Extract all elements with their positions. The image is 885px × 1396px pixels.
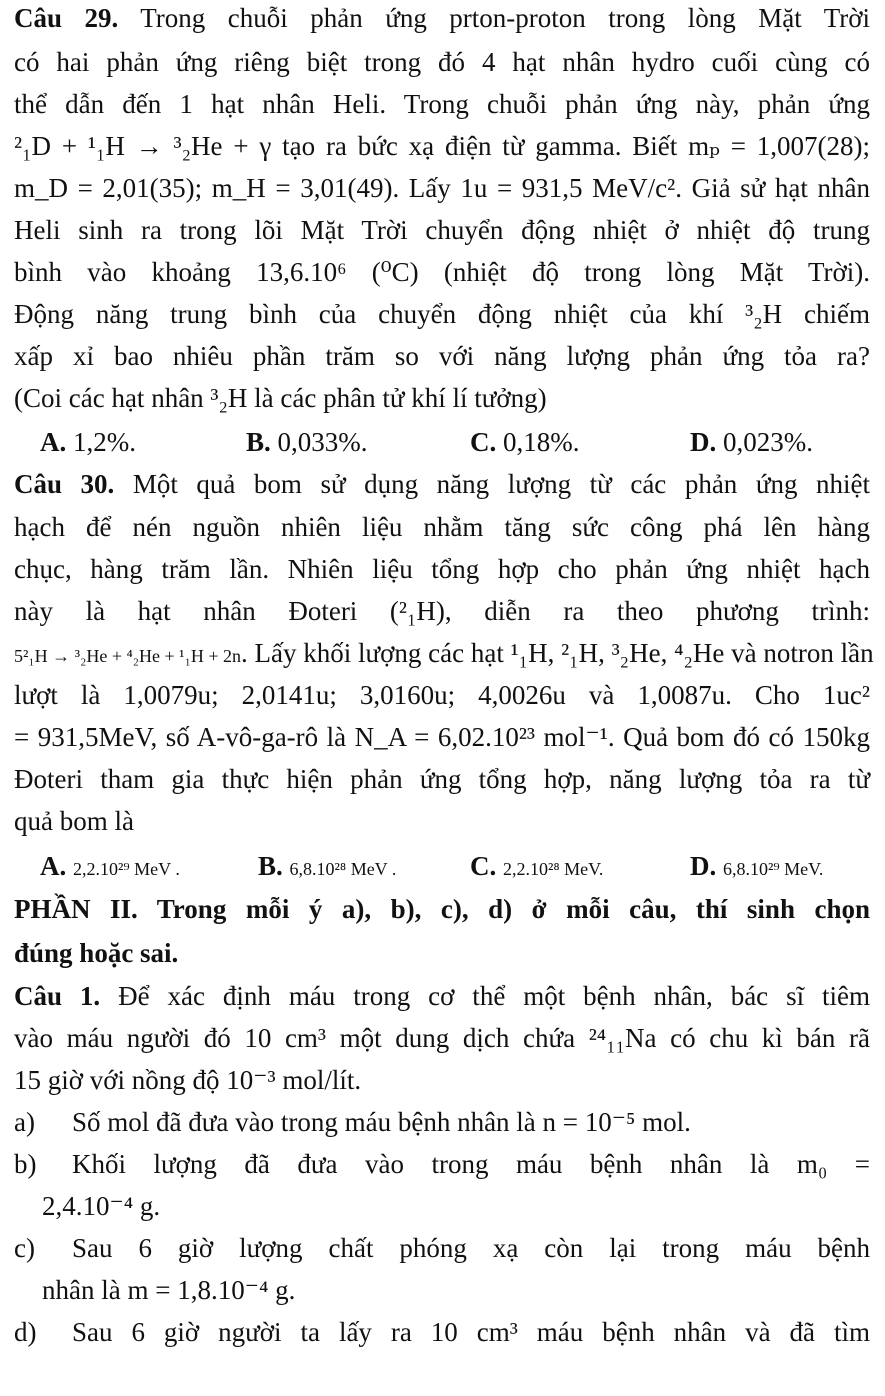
q29-option-c[interactable]: C. 0,18%. xyxy=(470,427,580,457)
q1-item-c-cont: nhân là m = 1,8.10⁻⁴ g. xyxy=(42,1275,296,1305)
q29-line-4: ²₁D + ¹₁H → ³₂He + γ tạo ra bức xạ điện từ gamma. Biết mₚ = 1,007(28); xyxy=(14,131,870,161)
q29-line-5: m_D = 2,01(35); m_H = 3,01(49). Lấy 1u = 931,5 MeV/c². Giả sử hạt nhân xyxy=(14,173,870,203)
q1-line-1: Câu 1. Để xác định máu trong cơ thể một bệnh nhân, bác sĩ tiêm xyxy=(14,981,870,1011)
q30-reaction-equation: 5²₁H → ³₂He + ⁴₂He + ¹₁H + 2n xyxy=(14,646,241,666)
q29-line-3: thể dẫn đến 1 hạt nhân Heli. Trong chuỗi phản ứng này, phản ứng xyxy=(14,89,870,119)
q30-option-c[interactable]: C. 2,2.10²⁸ MeV. xyxy=(470,851,604,881)
q30-line-4: này là hạt nhân Đoteri (²₁H), diễn ra theo phương trình: xyxy=(14,596,870,626)
q1-item-b-cont: 2,4.10⁻⁴ g. xyxy=(42,1191,161,1221)
q30-option-b[interactable]: B. 6,8.10²⁸ MeV . xyxy=(258,851,397,881)
q29-line-10: (Coi các hạt nhân ³₂H là các phân tử khí lí tưởng) xyxy=(14,383,547,413)
q1-item-c[interactable]: c) Sau 6 giờ lượng chất phóng xạ còn lại trong máu bệnh xyxy=(14,1233,870,1263)
q1-item-b[interactable]: b) Khối lượng đã đưa vào trong máu bệnh nhân là m₀ = xyxy=(14,1149,870,1179)
q30-line-9: quả bom là xyxy=(14,806,134,836)
q30-line-5: 5²₁H → ³₂He + ⁴₂He + ¹₁H + 2n. Lấy khối lượng các hạt ¹₁H, ²₁H, ³₂He, ⁴₂He và notron lần xyxy=(14,638,874,668)
q30-option-d[interactable]: D. 6,8.10²⁹ MeV. xyxy=(690,851,824,881)
q30-line-6: lượt là 1,0079u; 2,0141u; 3,0160u; 4,0026u và 1,0087u. Cho 1uc² xyxy=(14,680,870,710)
q29-line-2: có hai phản ứng riêng biệt trong đó 4 hạt nhân hydro cuối cùng có xyxy=(14,47,870,77)
q1-label: Câu 1. xyxy=(14,981,101,1011)
q29-option-d[interactable]: D. 0,023%. xyxy=(690,427,813,457)
q30-line-8: Đoteri tham gia thực hiện phản ứng tổng hợp, năng lượng tỏa ra từ xyxy=(14,764,870,794)
q30-line-2: hạch để nén nguồn nhiên liệu nhằm tăng sức công phá lên hàng xyxy=(14,512,870,542)
q1-line-2: vào máu người đó 10 cm³ một dung dịch chứa ²⁴₁₁Na có chu kì bán rã xyxy=(14,1023,870,1053)
q30-line-3: chục, hàng trăm lần. Nhiên liệu tổng hợp cho phản ứng nhiệt hạch xyxy=(14,554,870,584)
q30-option-a[interactable]: A. 2,2.10²⁹ MeV . xyxy=(40,851,180,881)
part2-heading-line-1: PHẦN II. Trong mỗi ý a), b), c), d) ở mỗi câu, thí sinh chọn xyxy=(14,894,870,924)
q30-label: Câu 30. xyxy=(14,469,115,499)
q29-line-1: Câu 29. Trong chuỗi phản ứng prton-proton trong lòng Mặt Trời xyxy=(14,3,871,33)
part2-heading-line-2: đúng hoặc sai. xyxy=(14,938,179,968)
q30-line-1: Câu 30. Một quả bom sử dụng năng lượng từ các phản ứng nhiệt xyxy=(14,469,871,499)
q29-line-9: xấp xỉ bao nhiêu phần trăm so với năng lượng phản ứng tỏa ra? xyxy=(14,341,870,371)
q29-line-8: Động năng trung bình của chuyển động nhiệt của khí ³₂H chiếm xyxy=(14,299,870,329)
q29-option-a[interactable]: A. 1,2%. xyxy=(40,427,136,457)
q29-line-7: bình vào khoảng 13,6.10⁶ (⁰C) (nhiệt độ trong lòng Mặt Trời). xyxy=(14,257,870,287)
q29-option-b[interactable]: B. 0,033%. xyxy=(246,427,368,457)
q1-item-d[interactable]: d) Sau 6 giờ người ta lấy ra 10 cm³ máu bệnh nhân và đã tìm xyxy=(14,1317,870,1347)
q1-line-3: 15 giờ với nồng độ 10⁻³ mol/lít. xyxy=(14,1065,362,1095)
q30-line-7: = 931,5MeV, số A-vô-ga-rô là N_A = 6,02.10²³ mol⁻¹. Quả bom đó có 150kg xyxy=(14,722,870,752)
q29-line-6: Heli sinh ra trong lõi Mặt Trời chuyển động nhiệt ở nhiệt độ trung xyxy=(14,215,870,245)
q29-label: Câu 29. xyxy=(14,3,119,33)
q1-item-a[interactable]: a) Số mol đã đưa vào trong máu bệnh nhân là n = 10⁻⁵ mol. xyxy=(14,1107,691,1137)
